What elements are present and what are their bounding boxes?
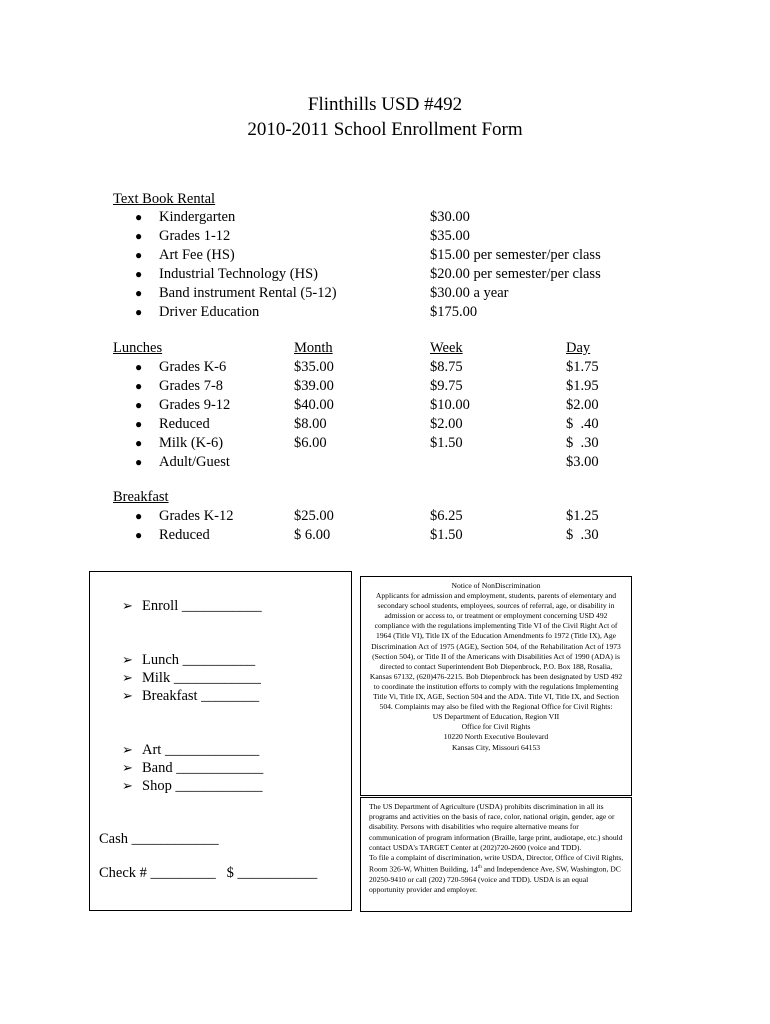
week-price: $1.50 <box>430 527 463 543</box>
breakfast-heading: Breakfast <box>113 489 169 505</box>
item-price: $175.00 <box>430 304 478 320</box>
item-label: Driver Education <box>159 304 260 320</box>
arrow-bullet-icon: ➢ <box>122 670 133 685</box>
bullet-icon: ● <box>135 398 143 412</box>
shop-field[interactable] <box>122 776 262 796</box>
row-label: Reduced <box>159 416 210 432</box>
usda-paragraph: The US Department of Agriculture (USDA) prohibits discrimination in all its programs and activities on the basis of race, color, national origin, gender, age or disability. Persons with disabilities who require alternative means for communication of program information (Braille, large print, audiotape, etc.) should contact USDA's TARGET Center at (202)720-2600 (voice and TDD). <box>369 802 623 852</box>
bullet-icon: ● <box>135 286 143 300</box>
nondiscrimination-notice <box>360 576 632 796</box>
lunch-label: Lunch __________ <box>142 652 256 668</box>
col-day-header: Day <box>566 340 591 356</box>
arrow-bullet-icon: ➢ <box>122 742 133 757</box>
notice-address-line: Kansas City, Missouri 64153 <box>451 742 541 752</box>
check-field[interactable]: Check # _________ $ ___________ <box>99 865 318 881</box>
day-price: $1.95 <box>566 378 599 394</box>
arrow-bullet-icon: ➢ <box>122 688 133 703</box>
item-price: $20.00 per semester/per class <box>430 266 601 282</box>
day-price: $ .40 <box>566 416 599 432</box>
row-label: Milk (K-6) <box>159 435 224 451</box>
item-label: Grades 1-12 <box>159 228 231 244</box>
week-price: $1.50 <box>430 435 463 451</box>
art-field[interactable] <box>122 740 259 760</box>
col-week-header: Week <box>430 340 463 356</box>
arrow-bullet-icon: ➢ <box>122 598 133 613</box>
item-price: $30.00 a year <box>430 285 509 301</box>
row-label: Reduced <box>159 527 210 543</box>
row-label: Grades 7-8 <box>159 378 224 394</box>
band-field[interactable] <box>122 758 263 778</box>
cash-field[interactable]: Cash ____________ <box>99 831 219 847</box>
item-price: $30.00 <box>430 209 470 225</box>
week-price: $2.00 <box>430 416 463 432</box>
month-price: $ 6.00 <box>294 527 331 543</box>
notice-address-line: Office for Civil Rights <box>461 722 531 732</box>
usda-complaint-text: To file a complaint of discrimination, write USDA, Director, Office of Civil Rights, Room 326-W, Whitten Building, 14 <box>369 853 624 874</box>
month-price: $35.00 <box>294 359 334 375</box>
month-price: $25.00 <box>294 508 334 524</box>
usda-complaint-paragraph <box>369 853 625 895</box>
enroll-field[interactable] <box>122 596 262 616</box>
row-label: Adult/Guest <box>159 454 230 470</box>
bullet-icon: ● <box>135 267 143 281</box>
arrow-bullet-icon: ➢ <box>122 778 133 793</box>
month-price: $6.00 <box>294 435 327 451</box>
lunches-heading: Lunches <box>113 340 163 356</box>
bullet-icon: ● <box>135 229 143 243</box>
item-label: Industrial Technology (HS) <box>159 266 318 282</box>
week-price: $9.75 <box>430 378 463 394</box>
bullet-icon: ● <box>135 417 143 431</box>
bullet-icon: ● <box>135 509 143 523</box>
item-price: $35.00 <box>430 228 470 244</box>
row-label: Grades 9-12 <box>159 397 231 413</box>
usda-statement <box>360 797 632 912</box>
day-price: $ .30 <box>566 435 599 451</box>
item-label: Art Fee (HS) <box>159 247 235 263</box>
milk-label: Milk ____________ <box>142 670 261 686</box>
month-price: $39.00 <box>294 378 334 394</box>
usda-superscript: th <box>477 865 482 871</box>
breakfast-field[interactable] <box>122 686 259 706</box>
band-label: Band ____________ <box>142 760 264 776</box>
notice-address-line: US Department of Education, Region VII <box>432 712 560 722</box>
week-price: $8.75 <box>430 359 463 375</box>
office-use-box <box>89 571 352 911</box>
row-label: Grades K-12 <box>159 508 234 524</box>
day-price: $1.75 <box>566 359 599 375</box>
week-price: $10.00 <box>430 397 470 413</box>
bullet-icon: ● <box>135 248 143 262</box>
bullet-icon: ● <box>135 210 143 224</box>
arrow-bullet-icon: ➢ <box>122 652 133 667</box>
month-price: $40.00 <box>294 397 334 413</box>
day-price: $ .30 <box>566 527 599 543</box>
shop-label: Shop ____________ <box>142 778 263 794</box>
day-price: $2.00 <box>566 397 599 413</box>
week-price: $6.25 <box>430 508 463 524</box>
row-label: Grades K-6 <box>159 359 227 375</box>
usda-complaint-text: and Independence Ave, SW, Washington, DC 20250-9410 or call (202) 720-5964 (voice and TDD). USDA is an equal opportunity provider and employer. <box>369 864 621 895</box>
month-price: $8.00 <box>294 416 327 432</box>
day-price: $1.25 <box>566 508 599 524</box>
bullet-icon: ● <box>135 305 143 319</box>
item-label: Band instrument Rental (5-12) <box>159 285 337 301</box>
art-label: Art _____________ <box>142 742 260 758</box>
arrow-bullet-icon: ➢ <box>122 760 133 775</box>
bullet-icon: ● <box>135 360 143 374</box>
breakfast-label: Breakfast ________ <box>142 688 260 704</box>
notice-title: Notice of NonDiscrimination <box>451 581 541 590</box>
item-label: Kindergarten <box>159 209 236 225</box>
milk-field[interactable] <box>122 668 261 688</box>
notice-address-line: 10220 North Executive Boulevard <box>443 732 549 742</box>
notice-body: Applicants for admission and employment, students, parents of elementary and secondary school students, employees, sources of referral, age, or disability in admission or access to, or treatment or employment concerning USD 492 compliance with the regulations implementing Title VI of the Civil Right Act of 1964 (Title VI), Title IX of the Education Amendments fo 1972 (Title IX), Age Discrimination Act of 1975 (AGE), Section 504, of the Rehabilitation Act of 1973 (Section 504), or Title II of the Americans with Disabilities Act of 1990 (ADA) is directed to contact Superintendent Bob Diepenbrock, P.O. Box 188, Rosalia, Kansas 67132, (620)476-2215. Bob Diepenbrock has been designated by USD 492 to coordinate the institution efforts to comply with the regulations Implementing Title Vi, Title IX, AGE, Section 504 and the ADA. Title VI, Title IX, and Section 504. Complaints may also be filed with the Regional Office for Civil Rights: <box>369 591 623 712</box>
day-price: $3.00 <box>566 454 599 470</box>
textbook-heading: Text Book Rental <box>113 191 216 207</box>
enroll-label: Enroll ___________ <box>142 598 262 614</box>
lunch-field[interactable] <box>122 650 255 670</box>
bullet-icon: ● <box>135 436 143 450</box>
form-title-year: 2010-2011 School Enrollment Form <box>247 119 523 140</box>
form-title-district: Flinthills USD #492 <box>307 94 463 115</box>
bullet-icon: ● <box>135 455 143 469</box>
col-month-header: Month <box>294 340 333 356</box>
item-price: $15.00 per semester/per class <box>430 247 601 263</box>
bullet-icon: ● <box>135 528 143 542</box>
bullet-icon: ● <box>135 379 143 393</box>
